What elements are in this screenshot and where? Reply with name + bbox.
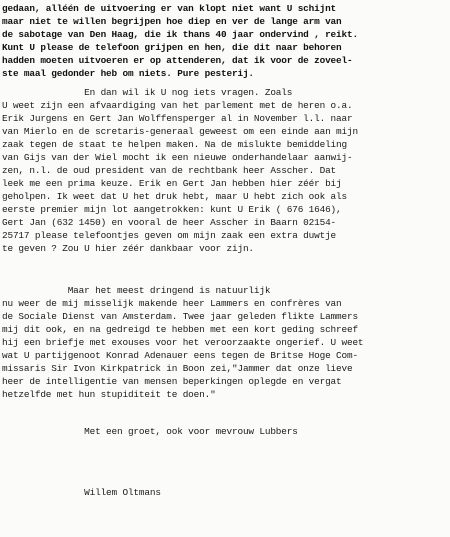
letter-line-18: 25717 please telefoontjes geven om mijn zaak een extra duwtje bbox=[2, 230, 337, 241]
letter-line-26: missaris Sir Ivon Kirkpatrick in Boon zei,"Jammer dat onze lieve bbox=[2, 363, 353, 374]
letter-line-23: mij dit ook, en na gedreigd te hebben met een kort geding schreef bbox=[2, 324, 358, 335]
letter-line-22: de Sociale Dienst van Amsterdam. Twee jaar geleden flikte Lammers bbox=[2, 311, 358, 322]
letter-line-25: wat U partijgenoot Konrad Adenauer eens tegen de Britse Hoge Com- bbox=[2, 350, 358, 361]
letter-line-2: maar niet te willen begrijpen hoe diep en ver de lange arm van bbox=[2, 16, 342, 27]
letter-line-19: te geven ? Zou U hier zéér dankbaar voor zijn. bbox=[2, 243, 254, 254]
letter-line-20: Maar het meest dringend is natuurlijk bbox=[2, 285, 271, 296]
letter-line-6: ste maal gedonder heb om niets. Pure pesterij. bbox=[2, 68, 254, 79]
letter-line-5: hadden moeten uitvoeren er op attenderen, dat ik voor de zoveel- bbox=[2, 55, 353, 66]
letter-line-24: hij een briefje met exouses voor het veroorzaakte ongerief. U weet bbox=[2, 337, 364, 348]
letter-line-14: leek me een prima keuze. Erik en Gert Jan hebben hier zéér bij bbox=[2, 178, 342, 189]
letter-line-10: van Mierlo en de scretaris-generaal geweest om een einde aan mijn bbox=[2, 126, 358, 137]
letter-line-1: gedaan, alléén de uitvoering er van klopt niet want U schijnt bbox=[2, 3, 337, 14]
letter-line-13: zen, n.l. de oud president van de rechtbank heer Asscher. Dat bbox=[2, 165, 337, 176]
letter-line-11: zaak tegen de staat te helpen maken. Na de mislukte bemiddeling bbox=[2, 139, 347, 150]
letter-line-17: Gert Jan (632 1450) en vooral de heer Asscher in Baarn 02154- bbox=[2, 217, 337, 228]
letter-line-4: Kunt U please de telefoon grijpen en hen, die dit naar behoren bbox=[2, 42, 342, 53]
letter-line-3: de sabotage van Den Haag, die ik thans 40 jaar ondervind , reikt. bbox=[2, 29, 358, 40]
letter-line-28: hetzelfde met hun stupiditeit te doen." bbox=[2, 389, 216, 400]
letter-line-15: geholpen. Ik weet dat U het druk hebt, maar U hebt zich ook als bbox=[2, 191, 347, 202]
letter-line-12: van Gijs van der Wiel mocht ik een nieuwe onderhandelaar aanwij- bbox=[2, 152, 353, 163]
letter-line-27: heer de intelligentie van mensen beperkingen oplegde en vergat bbox=[2, 376, 342, 387]
letter-line-8: U weet zijn een afvaardiging van het parlement met de heren o.a. bbox=[2, 100, 353, 111]
letter-line-9: Erik Jurgens en Gert Jan Wolffensperger al in November l.l. naar bbox=[2, 113, 353, 124]
closing-greeting: Met een groet, ook voor mevrouw Lubbers bbox=[2, 426, 298, 437]
signature-name: Willem Oltmans bbox=[2, 487, 161, 498]
letter-line-7: En dan wil ik U nog iets vragen. Zoals bbox=[2, 87, 293, 98]
letter-line-16: eerste premier mijn lot aangetrokken: kunt U Erik ( 676 1646), bbox=[2, 204, 342, 215]
letter-line-21: nu weer de mij misselijk makende heer Lammers en confrères van bbox=[2, 298, 342, 309]
